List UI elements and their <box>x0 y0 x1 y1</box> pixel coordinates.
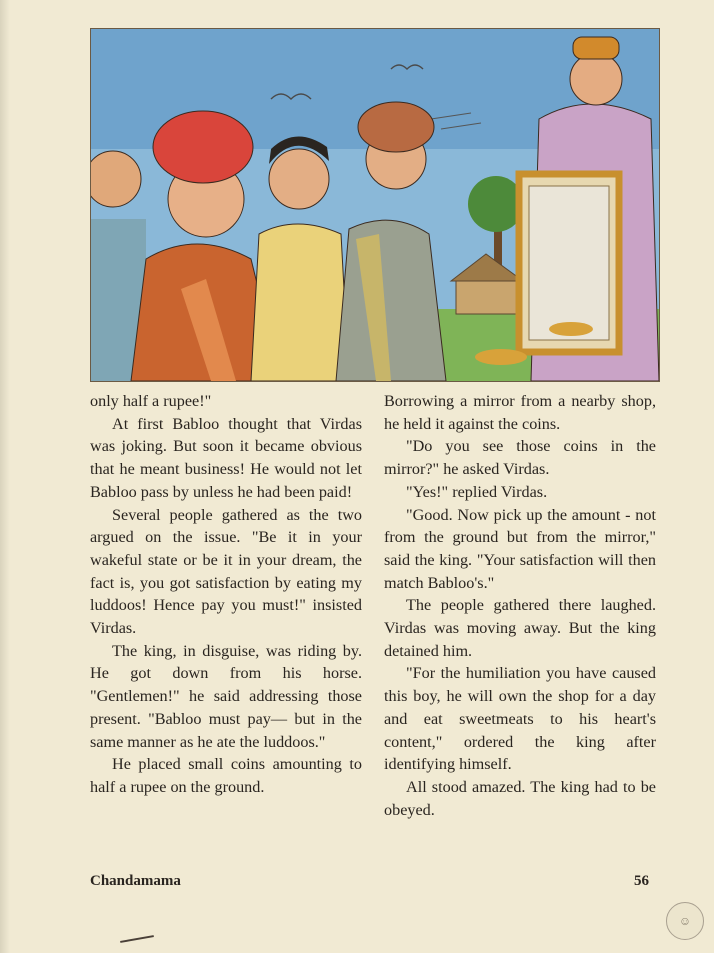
paragraph: Borrowing a mirror from a nearby shop, he held it against the coins. <box>384 392 656 433</box>
text-column-right <box>384 390 656 821</box>
story-illustration <box>90 28 660 382</box>
page-number: 56 <box>634 873 649 889</box>
paragraph: "Do you see those coins in the mirror?" he asked Virdas. <box>384 437 656 479</box>
paragraph: only half a rupee!" <box>90 392 212 410</box>
paragraph: "Good. Now pick up the amount - not from the ground but from the mirror," said the king. "Your satisfaction will then match Babloo's." <box>384 505 656 592</box>
paragraph: He placed small coins amounting to half a rupee on the ground. <box>90 755 362 796</box>
paragraph: All stood amazed. The king had to be obeyed. <box>384 777 656 819</box>
paragraph: "Yes!" replied Virdas. <box>406 482 548 501</box>
paragraph: At first Babloo thought that Virdas was joking. But soon it became obvious that he meant business! He would not let Babloo pass by unless he had been paid! <box>90 414 362 501</box>
paragraph: The people gathered there laughed. Virdas was moving away. But the king detained him. <box>384 596 656 660</box>
text-column-left <box>90 390 362 799</box>
paragraph: The king, in disguise, was riding by. He got down from his horse. "Gentlemen!" he said addressing those present. "Babloo must pay— but in the same manner as he ate the luddoos." <box>90 641 362 751</box>
watermark-stamp: ☺ <box>666 902 704 940</box>
magazine-name: Chandamama <box>90 873 181 889</box>
page-edge <box>0 0 10 953</box>
paragraph: Several people gathered as the two argued on the issue. "Be it in your wakeful state or be it in your dream, the fact is, you got satisfaction by eating my luddoos! Hence pay you must!" insisted Virdas. <box>90 505 362 638</box>
paragraph: "For the humiliation you have caused this boy, he will own the shop for a day and eat sweetmeats to his heart's content," ordered the king after identifying himself. <box>384 664 656 774</box>
pen-mark <box>120 935 154 943</box>
illustration-scene <box>91 29 659 381</box>
